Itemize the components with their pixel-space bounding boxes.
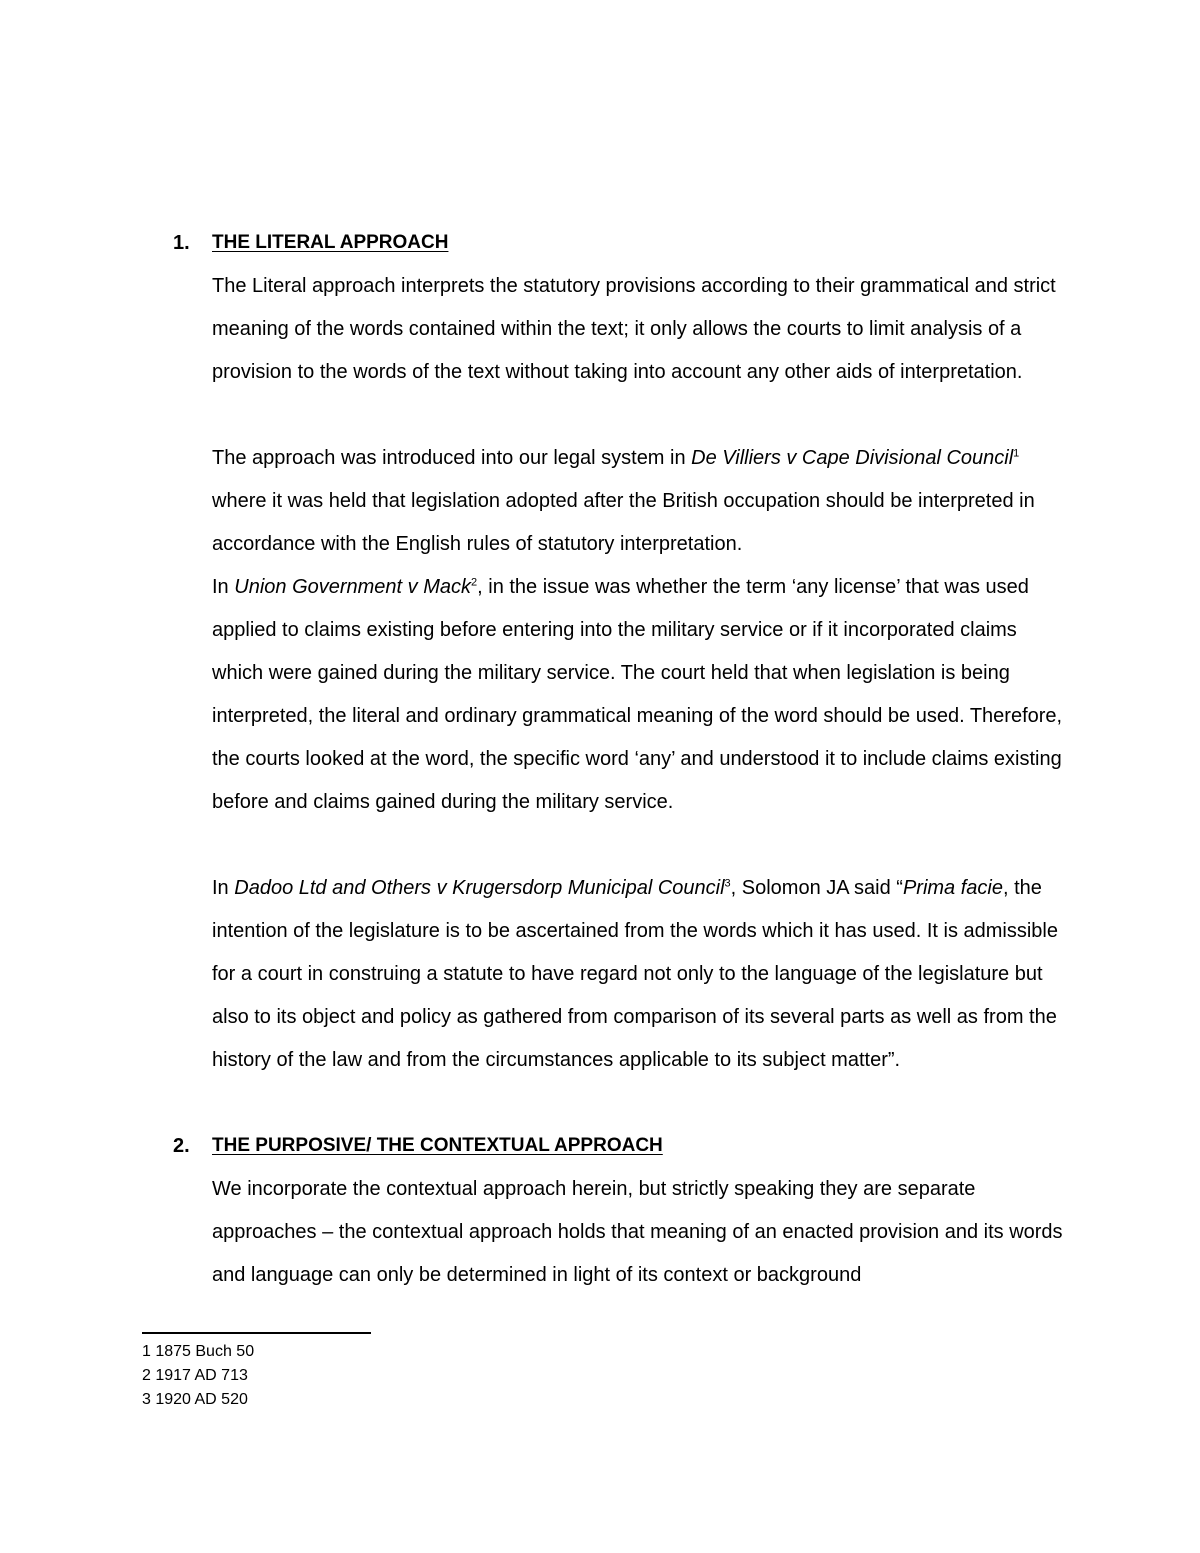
- footnote-ref-1[interactable]: 1: [1013, 447, 1020, 460]
- footnotes: [142, 1340, 742, 1412]
- section-title-2: THE PURPOSIVE/ THE CONTEXTUAL APPROACH: [212, 1135, 663, 1156]
- footnote-separator: [142, 1332, 371, 1334]
- section-number-2: 2.: [173, 1135, 190, 1157]
- para-text: , in the issue was whether the term ‘any license’ that was used applied to claims existing before entering into the military service or if it incorporated claims which were gained during the military service. The court held that when legislation is being interpreted, the literal and ordinary grammatical meaning of the word should be used. Therefore, the courts looked at the word, the specific word ‘any’ and understood it to include claims existing before and claims gained during the military service.: [212, 576, 1063, 813]
- section-title-1: THE LITERAL APPROACH: [212, 232, 449, 253]
- footnote-ref-2[interactable]: 2: [471, 576, 478, 589]
- para-text: , Solomon JA said “: [730, 877, 903, 899]
- literal-approach-definition: The Literal approach interprets the statutory provisions according to their grammatical and strict meaning of the words contained within the text; it only allows the courts to limit analysis of a provision to the words of the text without taking into account any other aids of interpretation.: [212, 275, 1056, 383]
- footnote-3: 3 1920 AD 520: [142, 1391, 248, 1408]
- para-text: The approach was introduced into our legal system in: [212, 447, 692, 469]
- section-number-1: 1.: [173, 232, 190, 254]
- footnote-ref-3[interactable]: 3: [724, 877, 731, 890]
- para-text: In: [212, 576, 235, 598]
- union-government-paragraph: [212, 566, 1072, 824]
- para-text: , the intention of the legislature is to be ascertained from the words which it has used. It is admissible for a court in construing a statute to have regard not only to the language of the legislature but also to its object and policy as gathered from comparison of its several parts as well as from the history of the law and from the circumstances applicable to its subject matter”.: [212, 877, 1058, 1071]
- dadoo-paragraph: [212, 867, 1072, 1082]
- case-name-union-government: Union Government v Mack: [234, 576, 472, 598]
- section-heading-2: [0, 1131, 1200, 1161]
- case-name-de-villiers: De Villiers v Cape Divisional Council: [691, 447, 1014, 469]
- section-heading-1: [0, 228, 1200, 258]
- de-villiers-paragraph: [212, 437, 1072, 566]
- footnote-2: 2 1917 AD 713: [142, 1367, 248, 1384]
- prima-facie-italic: Prima facie: [902, 877, 1003, 899]
- case-name-dadoo: Dadoo Ltd and Others v Krugersdorp Municipal Council: [234, 877, 725, 899]
- para-text: where it was held that legislation adopted after the British occupation should be interpreted in accordance with the English rules of statutory interpretation.: [212, 490, 1035, 555]
- para-text: In: [212, 877, 235, 899]
- contextual-approach-definition: We incorporate the contextual approach herein, but strictly speaking they are separate approaches – the contextual approach holds that meaning of an enacted provision and its words and language can only be determined in light of its context or background: [212, 1178, 1063, 1286]
- footnote-1: 1 1875 Buch 50: [142, 1343, 255, 1360]
